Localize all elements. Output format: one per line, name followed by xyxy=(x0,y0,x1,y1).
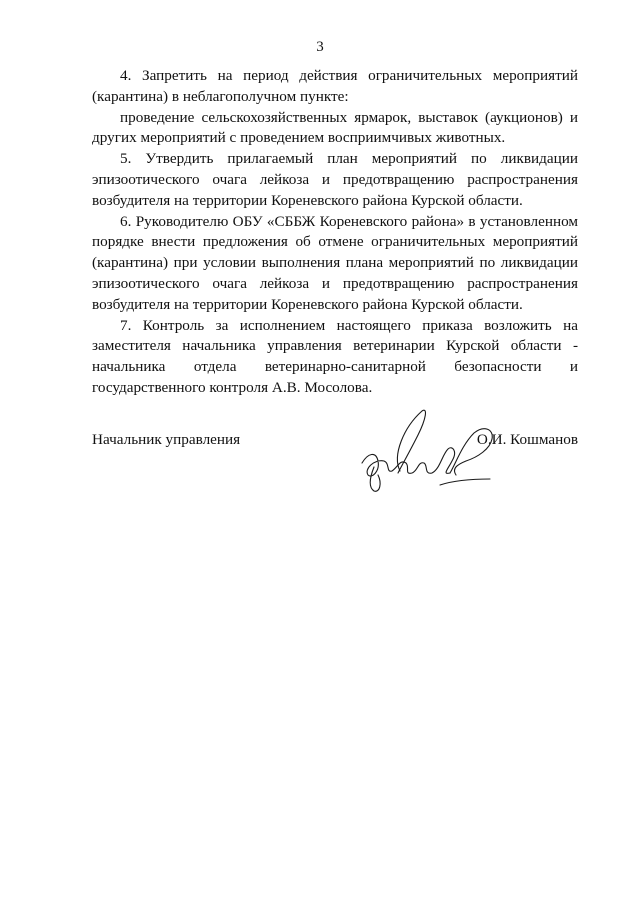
signatory-position: Начальник управления xyxy=(92,431,241,448)
text-line: эпизоотического очага лейкоза и предотвращению распространения xyxy=(92,170,578,188)
text-line: других мероприятий с проведением восприимчивых животных. xyxy=(92,129,506,147)
text-line: порядке внести предложения об отмене ограничительных мероприятий xyxy=(92,233,578,251)
paragraph-item-7 xyxy=(92,316,578,399)
text-line: проведение сельскохозяйственных ярмарок, выставок (аукционов) и xyxy=(120,108,578,126)
text-line: 7. Контроль за исполнением настоящего приказа возложить на xyxy=(120,316,578,334)
text-line: возбудителя на территории Кореневского района Курской области. xyxy=(92,191,523,209)
text-line: 6. Руководителю ОБУ «СББЖ Кореневского района» в установленном xyxy=(120,212,578,230)
paragraph-item-6 xyxy=(92,212,578,316)
text-line: эпизоотического очага лейкоза и предотвращению распространения xyxy=(92,274,578,292)
paragraph-item-5 xyxy=(92,149,578,211)
page-number: 3 xyxy=(316,39,324,55)
paragraph-subitem xyxy=(92,108,578,150)
paragraph-item-4 xyxy=(92,66,578,108)
text-line: заместителя начальника управления ветеринарии Курской области - xyxy=(92,337,578,355)
handwritten-signature xyxy=(352,405,502,505)
document-body xyxy=(92,66,578,399)
text-line: (карантина) в неблагополучном пункте: xyxy=(92,87,349,105)
signature-block xyxy=(92,427,578,507)
text-line: возбудителя на территории Кореневского района Курской области. xyxy=(92,295,523,313)
text-line: (карантина) при условии выполнения плана мероприятий по ликвидации xyxy=(92,254,578,272)
text-line: 4. Запретить на период действия ограничительных мероприятий xyxy=(120,67,578,84)
text-line: начальника отдела ветеринарно-санитарной безопасности и xyxy=(92,358,578,376)
text-line: 5. Утвердить прилагаемый план мероприятий по ликвидации xyxy=(120,150,578,168)
text-line: государственного контроля А.В. Мосолова. xyxy=(92,378,373,396)
signatory-name: О.И. Кошманов xyxy=(476,431,578,448)
